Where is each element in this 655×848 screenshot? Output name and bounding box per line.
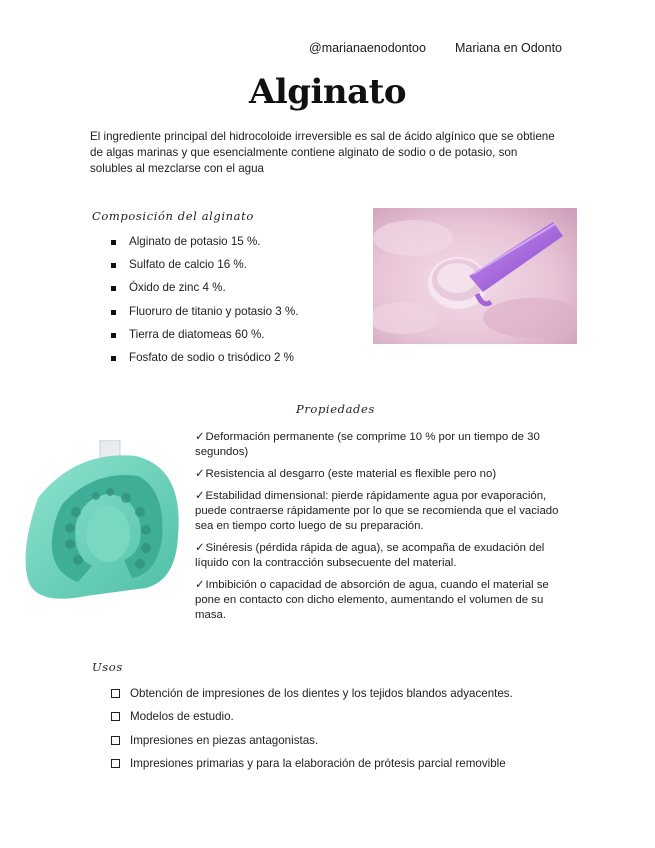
checkbox-bullet-icon — [111, 736, 120, 745]
composition-item: Óxido de zinc 4 %. — [111, 280, 299, 303]
property-item: ✓Resistencia al desgarro (este material es flexible pero no) — [195, 468, 497, 480]
social-handle: @marianaenodontoo — [309, 41, 426, 55]
brand-name: Mariana en Odonto — [455, 41, 563, 55]
properties-list — [195, 430, 565, 630]
composition-item: Tierra de diatomeas 60 %. — [111, 327, 299, 350]
composition-item: Alginato de potasio 15 %. — [111, 234, 299, 257]
composition-item: Fosfato de sodio o trisódico 2 % — [111, 350, 299, 373]
square-bullet-icon — [111, 263, 116, 268]
checkbox-bullet-icon — [111, 689, 120, 698]
property-item: ✓Deformación permanente (se comprime 10 % por un tiempo de 30 segundos) — [195, 431, 540, 458]
properties-heading: Propiedades — [296, 402, 375, 416]
property-item: ✓Imbibición o capacidad de absorción de agua, cuando el material se pone en contacto con dicho elemento, aumentando el volumen de su masa. — [195, 579, 549, 621]
property-item: ✓Sinéresis (pérdida rápida de agua), se acompaña de exudación del líquido con la contracción subsecuente del material. — [195, 542, 545, 569]
checkmark-icon: ✓ — [195, 579, 205, 591]
checkmark-icon: ✓ — [195, 490, 205, 502]
checkbox-bullet-icon — [111, 712, 120, 721]
use-item: Impresiones en piezas antagonistas. — [111, 733, 513, 756]
square-bullet-icon — [111, 240, 116, 245]
alginate-powder-image — [373, 208, 577, 344]
composition-list — [111, 234, 299, 373]
square-bullet-icon — [111, 310, 116, 315]
composition-item: Sulfato de calcio 16 %. — [111, 257, 299, 280]
dental-impression-image — [16, 440, 192, 612]
checkbox-bullet-icon — [111, 759, 120, 768]
checkmark-icon: ✓ — [195, 431, 205, 443]
page-title: Alginato — [248, 72, 407, 112]
square-bullet-icon — [111, 333, 116, 338]
checkmark-icon: ✓ — [195, 468, 205, 480]
composition-item: Fluoruro de titanio y potasio 3 %. — [111, 304, 299, 327]
use-item: Obtención de impresiones de los dientes y los tejidos blandos adyacentes. — [111, 686, 513, 709]
square-bullet-icon — [111, 286, 116, 291]
checkmark-icon: ✓ — [195, 542, 205, 554]
uses-list — [111, 686, 513, 779]
composition-heading: Composición del alginato — [92, 209, 254, 223]
use-item: Modelos de estudio. — [111, 709, 513, 732]
uses-heading: Usos — [92, 660, 123, 674]
intro-paragraph: El ingrediente principal del hidrocoloide irreversible es sal de ácido algínico que se obtiene de algas marinas y que esencialmente contiene alginato de sodio o de potasio, son solubles al mezclarse con el agua — [90, 130, 555, 175]
use-item: Impresiones primarias y para la elaboración de prótesis parcial removible — [111, 756, 513, 779]
property-item: ✓Estabilidad dimensional: pierde rápidamente agua por evaporación, puede contraerse rápidamente por lo que se recomienda que el vaciado sea en tiempo corto luego de su preparación. — [195, 490, 559, 532]
square-bullet-icon — [111, 356, 116, 361]
